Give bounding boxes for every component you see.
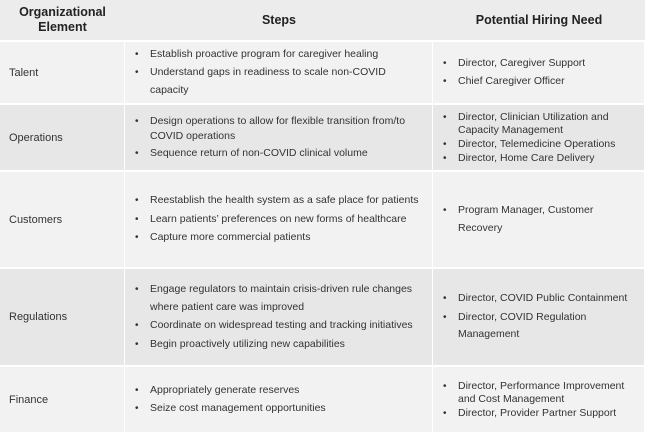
element-cell: Finance — [0, 367, 125, 434]
hiring-item: • Director, Provider Partner Support — [442, 407, 638, 420]
step-item: • Understand gaps in readiness to scale non-COVID capacity — [134, 64, 426, 99]
steps-cell — [125, 105, 433, 172]
steps-list — [125, 192, 432, 247]
hiring-item: • Director, COVID Regulation Management — [442, 309, 638, 344]
hiring-list — [433, 55, 644, 91]
steps-list — [125, 114, 432, 161]
step-item: • Establish proactive program for caregiver healing — [134, 46, 426, 64]
table-row-operations — [0, 105, 645, 172]
table-row-finance — [0, 367, 645, 434]
hiring-item: • Director, Caregiver Support — [442, 55, 638, 73]
hiring-cell — [433, 367, 645, 434]
step-item: • Sequence return of non-COVID clinical volume — [134, 146, 426, 161]
step-item: • Seize cost management opportunities — [134, 400, 426, 418]
hiring-list — [433, 202, 644, 237]
steps-cell — [125, 269, 433, 367]
table-row-regulations — [0, 269, 645, 367]
step-item: • Begin proactively utilizing new capabilities — [134, 336, 426, 354]
hiring-item: • Director, Home Care Delivery — [442, 152, 638, 165]
table-row-talent — [0, 42, 645, 105]
element-cell: Customers — [0, 172, 125, 269]
hiring-item: • Chief Caregiver Officer — [442, 73, 638, 91]
step-item: • Reestablish the health system as a safe place for patients — [134, 192, 426, 210]
header-row — [0, 0, 645, 42]
steps-list — [125, 281, 432, 353]
hiring-item: • Director, Telemedicine Operations — [442, 138, 638, 151]
element-cell: Operations — [0, 105, 125, 172]
step-item: • Learn patients’ preferences on new forms of healthcare — [134, 211, 426, 229]
element-cell: Regulations — [0, 269, 125, 367]
steps-cell — [125, 172, 433, 269]
header-potential-hiring-need: Potential Hiring Need — [433, 0, 645, 42]
hiring-cell — [433, 105, 645, 172]
steps-list — [125, 382, 432, 418]
step-item: • Capture more commercial patients — [134, 229, 426, 247]
hiring-item: • Director, Performance Improvement and Cost Management — [442, 380, 638, 406]
hiring-list — [433, 111, 644, 165]
hiring-item: • Program Manager, Customer Recovery — [442, 202, 638, 237]
hiring-item: • Director, Clinician Utilization and Capacity Management — [442, 111, 638, 137]
step-item: • Engage regulators to maintain crisis-driven rule changes where patient care was improved — [134, 281, 426, 316]
hiring-item: • Director, COVID Public Containment — [442, 290, 638, 308]
element-cell: Talent — [0, 42, 125, 105]
step-item: • Appropriately generate reserves — [134, 382, 426, 400]
header-steps: Steps — [125, 0, 433, 42]
hiring-cell — [433, 172, 645, 269]
table-row-customers — [0, 172, 645, 269]
steps-cell — [125, 367, 433, 434]
hiring-list — [433, 290, 644, 344]
step-item: • Coordinate on widespread testing and tracking initiatives — [134, 317, 426, 335]
header-organizational-element: Organizational Element — [0, 0, 125, 42]
step-item: • Design operations to allow for flexible transition from/to COVID operations — [134, 114, 426, 144]
hiring-list — [433, 380, 644, 420]
steps-cell — [125, 42, 433, 105]
hiring-cell — [433, 42, 645, 105]
steps-list — [125, 46, 432, 100]
hiring-cell — [433, 269, 645, 367]
